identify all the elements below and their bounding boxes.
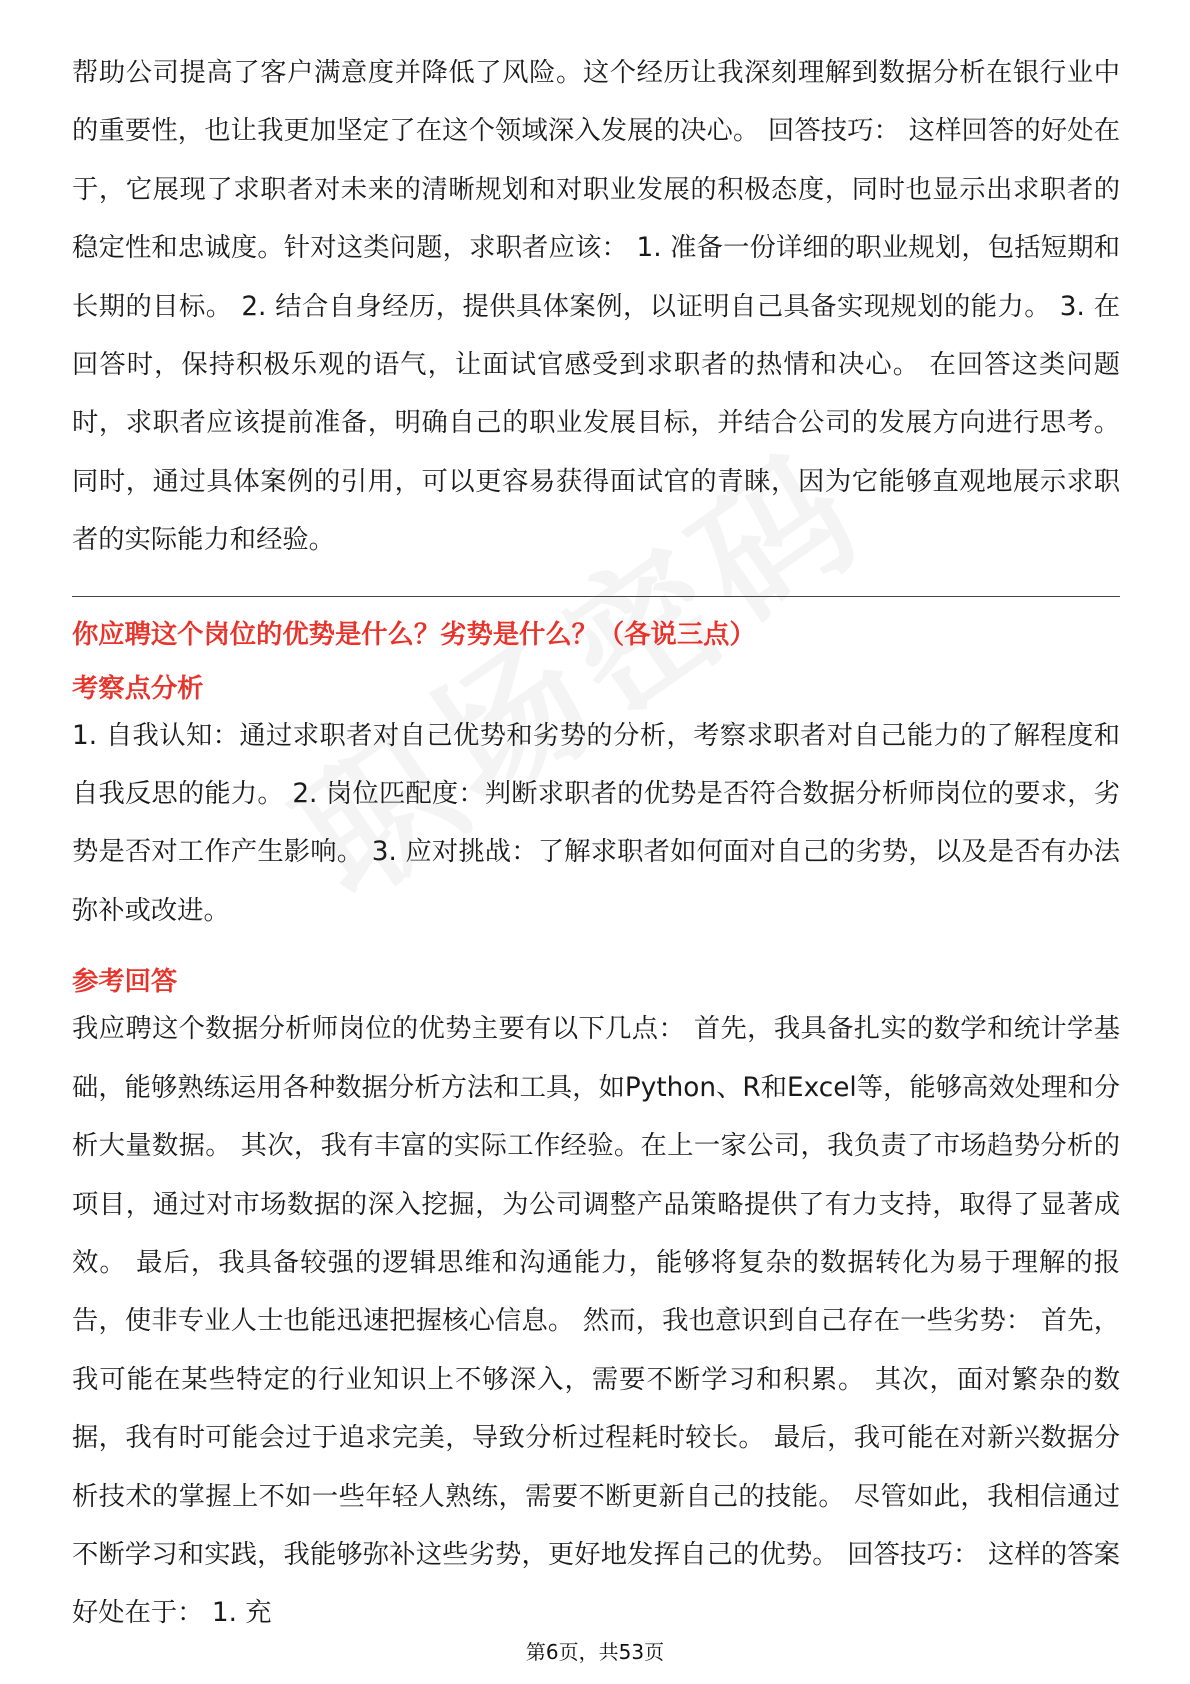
analysis-text: 1. 自我认知：通过求职者对自己优势和劣势的分析，考察求职者对自己能力的了解程度和自我反思的能力。 2. 岗位匹配度：判断求职者的优势是否符合数据分析师岗位的要求，劣势是否对工作产生影响。 3. 应对挑战：了解求职者如何面对自己的劣势，以及是否有办法弥补或改进。 xyxy=(72,720,1120,926)
intro-paragraph: 帮助公司提高了客户满意度并降低了风险。这个经历让我深刻理解到数据分析在银行业中的重要性，也让我更加坚定了在这个领域深入发展的决心。 回答技巧： 这样回答的好处在于，它展现了求职者对未来的清晰规划和对职业发展的积极态度，同时也显示出求职者的稳定性和忠诚度。针对这类问题，求职者应该： 1. 准备一份详细的职业规划，包括短期和长期的目标。 2. 结合自身经历，提供具体案例，以证明自己具备实现规划的能力。 3. 在回答时，保持积极乐观的语气，让面试官感受到求职者的热情和决心。 在回答这类问题时，求职者应该提前准备，明确自己的职业发展目标，并结合公司的发展方向进行思考。同时，通过具体案例的引用，可以更容易获得面试官的青睐，因为它能够直观地展示求职者的实际能力和经验。 xyxy=(72,58,1120,556)
reference-text: 我应聘这个数据分析师岗位的优势主要有以下几点： 首先，我具备扎实的数学和统计学基础，能够熟练运用各种数据分析方法和工具，如Python、R和Excel等，能够高效处理和分析大量数据。 其次，我有丰富的实际工作经验。在上一家公司，我负责了市场趋势分析的项目，通过对市场数据的深入挖掘，为公司调整产品策略提供了有力支持，取得了显著成效。 最后，我具备较强的逻辑思维和沟通能力，能够将复杂的数据转化为易于理解的报告，使非专业人士也能迅速把握核心信息。 然而，我也意识到自己存在一些劣势： 首先，我可能在某些特定的行业知识上不够深入，需要不断学习和积累。 其次，面对繁杂的数据，我有时可能会过于追求完美，导致分析过程耗时较长。 最后，我可能在对新兴数据分析技术的掌握上不如一些年轻人熟练，需要不断更新自己的技能。 尽管如此，我相信通过不断学习和实践，我能够弥补这些劣势，更好地发挥自己的优势。 回答技巧： 这样的答案好处在于： 1. 充 xyxy=(72,1014,1120,1629)
page-number: 第6页，共53页 xyxy=(525,1640,665,1664)
analysis-heading: 考察点分析 xyxy=(72,673,204,704)
page-content xyxy=(72,44,1120,1643)
reference-heading: 参考回答 xyxy=(72,967,178,998)
section-divider xyxy=(72,596,1120,597)
question-title: 你应聘这个岗位的优势是什么？劣势是什么？（各说三点） xyxy=(72,619,756,650)
